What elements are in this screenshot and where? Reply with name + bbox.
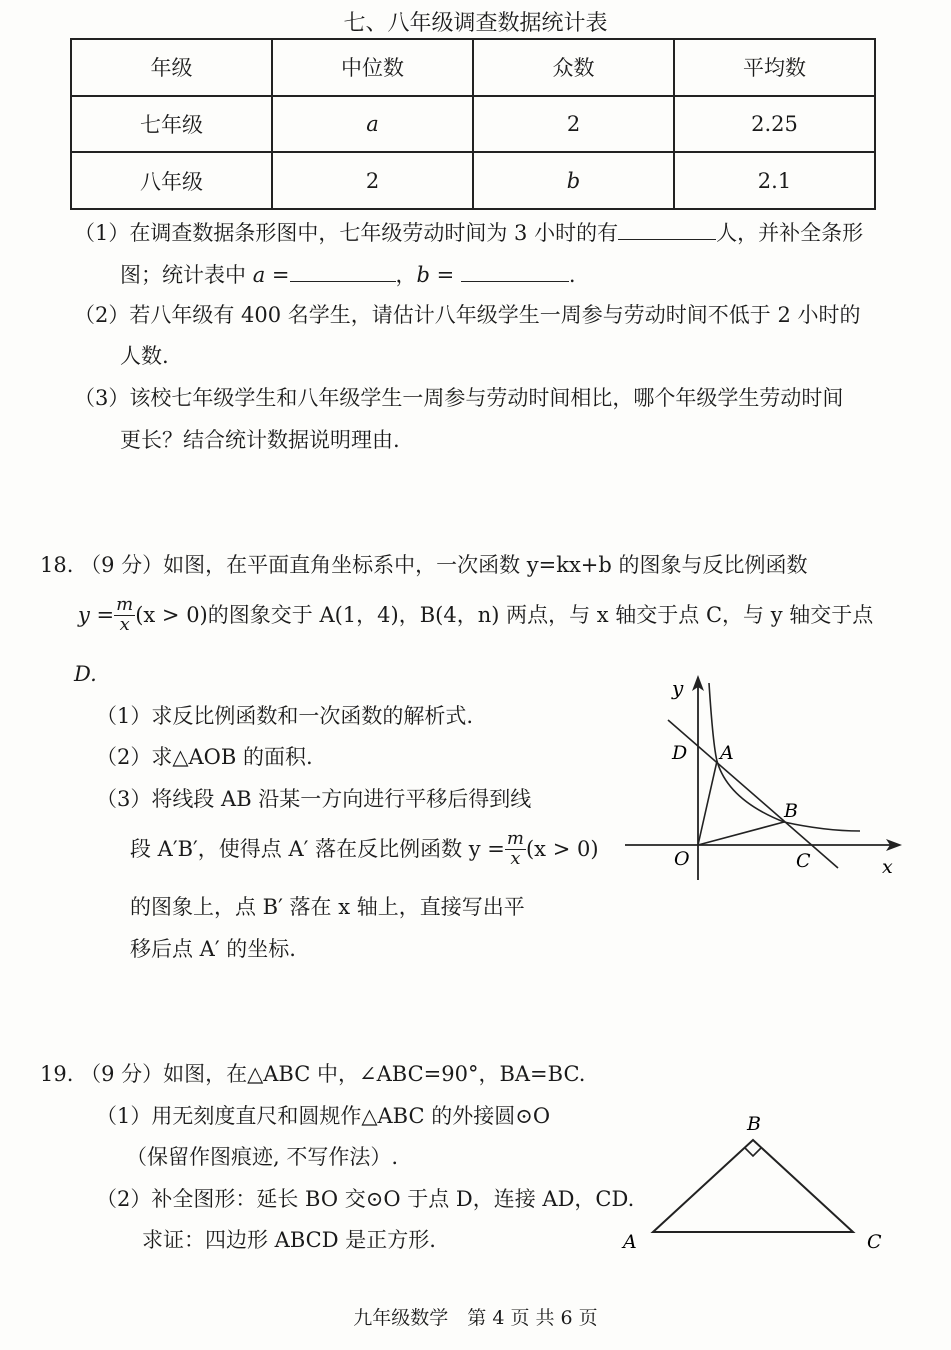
q19-triangle-figure: [615, 1108, 895, 1258]
answer-blank-b: [461, 263, 569, 282]
q19-part1-line1: （1）用无刻度直尺和圆规作△ABC 的外接圆⊙O: [96, 1104, 551, 1128]
statistics-table: [70, 38, 876, 210]
q17-part1-line1: [74, 221, 863, 244]
table-cell: 2.25: [674, 96, 875, 153]
table-row: [71, 152, 875, 209]
vertex-B-label: B: [747, 1113, 761, 1135]
table-cell: 七年级: [71, 96, 272, 153]
table-cell: 2: [473, 96, 674, 153]
right-angle-mark-icon: [745, 1148, 761, 1156]
q18-stem-line1: 18. （9 分）如图，在平面直角坐标系中，一次函数 y=kx+b 的图象与反比例函数: [40, 553, 808, 577]
function-y: y =: [78, 602, 115, 627]
comma: ，: [395, 263, 417, 287]
answer-blank-a: [290, 263, 396, 282]
table-cell: 2: [272, 152, 473, 209]
q17-part3-line2: 更长？结合统计数据说明理由.: [120, 428, 400, 452]
segment-OA: [698, 761, 717, 845]
variable-b: b: [416, 263, 430, 287]
header-cell: 中位数: [272, 39, 473, 96]
q17-part1-text: 图；统计表中: [120, 263, 253, 287]
domain-condition: (x > 0): [525, 836, 599, 861]
segment-OB: [698, 822, 784, 845]
q18-stem-line2: [78, 596, 873, 635]
point-B-label: B: [784, 800, 798, 822]
q17-part2-line2: 人数.: [120, 344, 169, 368]
vertex-C-label: C: [867, 1231, 882, 1253]
table-row: [71, 96, 875, 153]
q17-part1-text-end: 人，并补全条形: [716, 221, 864, 245]
domain-condition: (x > 0): [135, 602, 208, 627]
q19-part1-line2: （保留作图痕迹, 不写作法）.: [126, 1145, 399, 1169]
period: .: [568, 263, 576, 287]
point-A-label: A: [720, 742, 734, 764]
table-title: 七、八年级调查数据统计表: [343, 11, 608, 36]
q19-part2-line2: 求证：四边形 ABCD 是正方形.: [142, 1228, 436, 1252]
q17-part1-text: （1）在调查数据条形图中，七年级劳动时间为 3 小时的有: [74, 221, 619, 245]
q18-part3-text: 段 A′B′，使得点 A′ 落在反比例函数 y =: [130, 836, 505, 861]
fraction-denominator: x: [119, 613, 130, 635]
q18-part3-line4: 移后点 A′ 的坐标.: [130, 937, 296, 961]
equals-sign: =: [265, 263, 290, 287]
q19-stem: 19. （9 分）如图，在△ABC 中，∠ABC=90°，BA=BC.: [40, 1062, 586, 1086]
answer-blank: [618, 221, 716, 240]
vertex-A-label: A: [623, 1231, 637, 1253]
q18-part3-line3: 的图象上，点 B′ 落在 x 轴上，直接写出平: [130, 895, 525, 919]
q17-part3-line1: （3）该校七年级学生和八年级学生一周参与劳动时间相比，哪个年级学生劳动时间: [74, 386, 844, 410]
table-header-row: [71, 39, 875, 96]
q17-part2-line1: （2）若八年级有 400 名学生，请估计八年级学生一周参与劳动时间不低于 2 小时的: [74, 303, 861, 327]
q18-coordinate-figure: [620, 665, 910, 885]
q18-part1: （1）求反比例函数和一次函数的解析式.: [96, 704, 474, 728]
fraction-m-over-x: [505, 830, 526, 869]
page-footer: 九年级数学 第 4 页 共 6 页: [353, 1307, 598, 1329]
equals-sign: =: [429, 263, 455, 287]
table-cell: 八年级: [71, 152, 272, 209]
table-cell: b: [473, 152, 674, 209]
y-axis-label: y: [672, 676, 684, 700]
header-cell: 平均数: [674, 39, 875, 96]
q18-stem-line3: D.: [74, 662, 97, 686]
q18-part3-line1: （3）将线段 AB 沿某一方向进行平移后得到线: [96, 787, 532, 811]
q18-stem-text: 的图象交于 A(1，4)，B(4，n) 两点，与 x 轴交于点 C，与 y 轴交于点: [207, 602, 874, 627]
q18-part3-line2: [130, 830, 599, 869]
variable-a: a: [252, 263, 266, 287]
triangle-ABC: [653, 1140, 853, 1232]
q17-part1-line2: [120, 263, 576, 286]
table-cell: 2.1: [674, 152, 875, 209]
table-cell: a: [272, 96, 473, 153]
fraction-m-over-x: [114, 596, 135, 635]
q18-part2: （2）求△AOB 的面积.: [96, 745, 313, 769]
point-O-label: O: [674, 848, 690, 870]
fraction-denominator: x: [510, 847, 521, 869]
point-C-label: C: [796, 850, 811, 872]
point-D-label: D: [672, 742, 688, 764]
x-axis-label: x: [882, 856, 893, 878]
q19-part2-line1: （2）补全图形：延长 BO 交⊙O 于点 D，连接 AD，CD.: [96, 1187, 635, 1211]
fraction-numerator: m: [116, 594, 134, 615]
header-cell: 年级: [71, 39, 272, 96]
header-cell: 众数: [473, 39, 674, 96]
fraction-numerator: m: [506, 828, 524, 849]
